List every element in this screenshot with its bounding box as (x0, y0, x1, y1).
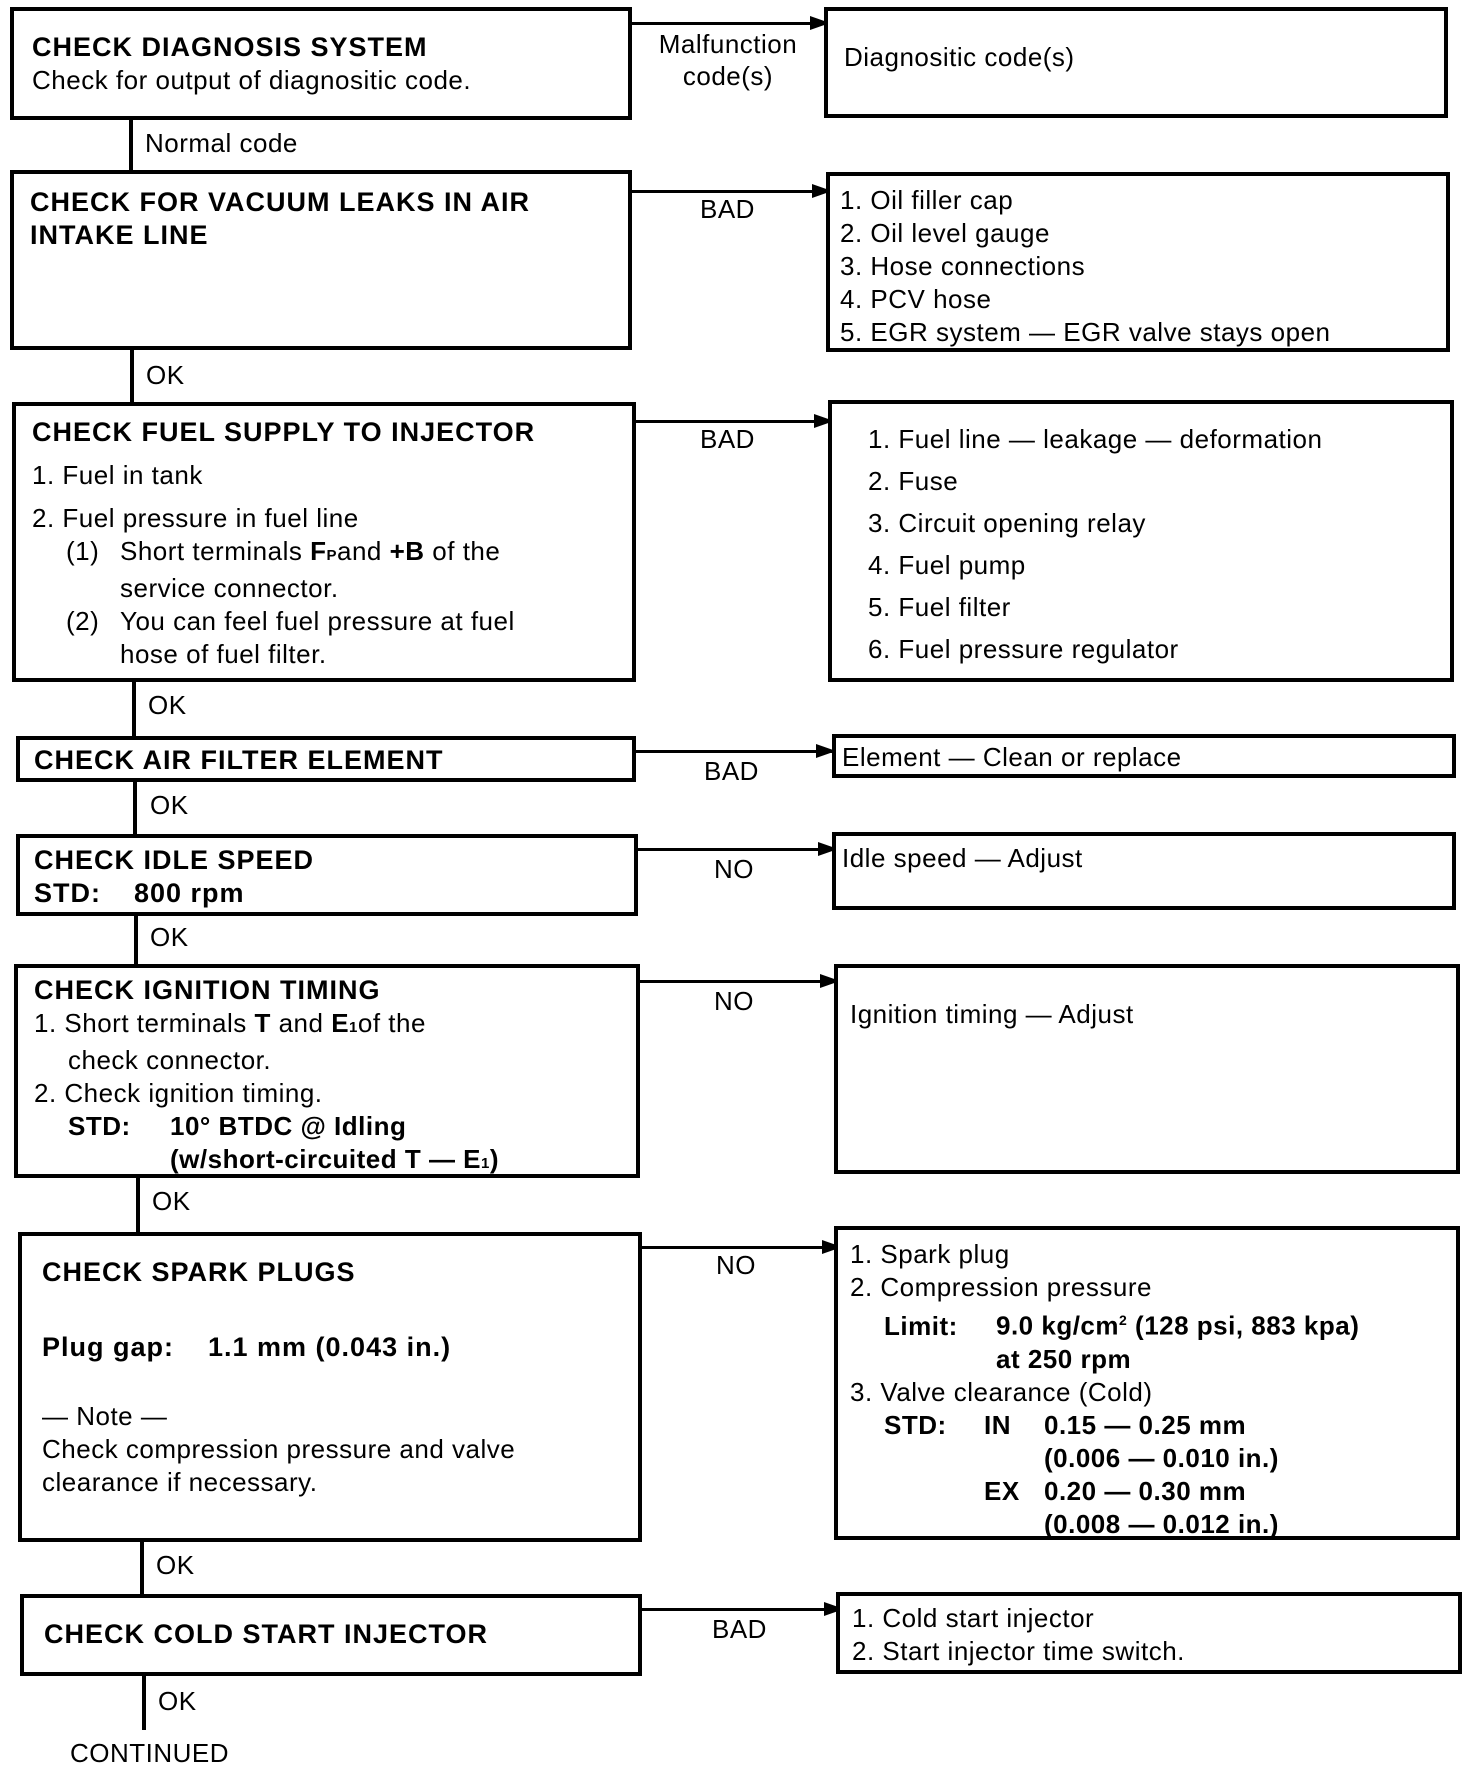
step6-item1-line2: check connector. (68, 1045, 272, 1075)
step1-title: CHECK DIAGNOSIS SYSTEM (32, 32, 428, 62)
step1-next-label: Normal code (145, 128, 298, 158)
step5-box (16, 834, 638, 916)
step5-title: CHECK IDLE SPEED (34, 845, 315, 875)
step3-result-2: 2. Fuse (868, 466, 959, 496)
step7-ex (850, 1475, 1456, 1508)
step2-next-line (130, 350, 134, 402)
step3-branch-label: BAD (700, 424, 755, 454)
step3-sub1-fp-sub: P (326, 547, 337, 564)
step7-std-label: STD: (884, 1409, 947, 1440)
step3-result-3: 3. Circuit opening relay (868, 508, 1146, 538)
step3-sub1-a: Short terminals (120, 536, 311, 566)
step5-result: Idle speed — Adjust (842, 843, 1083, 873)
step6-branch-label: NO (714, 986, 754, 1016)
step5-std-value: 800 rpm (134, 878, 245, 908)
step4-branch-label: BAD (704, 756, 759, 786)
step6-box (14, 964, 640, 1178)
step6-next-label: OK (152, 1186, 191, 1216)
step8-branch-label: BAD (712, 1614, 767, 1644)
step8-branch-line (642, 1608, 838, 1611)
step3-sub1-plusb: +B (389, 536, 425, 566)
step3-next-line (132, 682, 136, 736)
step2-title-line1: CHECK FOR VACUUM LEAKS IN AIR (30, 187, 530, 217)
step1-branch-label-line1: Malfunction (658, 29, 798, 59)
step3-sub1-c: of the (424, 536, 501, 566)
step7-next-label: OK (156, 1550, 195, 1580)
step2-result-3: 3. Hose connections (840, 251, 1086, 281)
step2-next-label: OK (146, 360, 185, 390)
step1-branch-label-line2: code(s) (682, 61, 774, 91)
step4-next-line (133, 782, 137, 834)
step8-result-box (836, 1592, 1462, 1674)
step3-result-5: 5. Fuel filter (868, 592, 1011, 622)
continued-label: CONTINUED (70, 1738, 230, 1768)
step7-in-value2: (0.006 — 0.010 in.) (1044, 1442, 1279, 1473)
step6-std-label: STD: (68, 1111, 131, 1141)
step3-sub2-line1: You can feel fuel pressure at fuel (120, 606, 515, 636)
step7-r1: 1. Spark plug (850, 1239, 1010, 1269)
step6-result-box (834, 964, 1460, 1174)
step7-ex-value2: (0.008 — 0.012 in.) (1044, 1508, 1279, 1539)
step8-result-1: 1. Cold start injector (852, 1603, 1095, 1633)
step3-sub1-num: (1) (66, 536, 100, 566)
step2-branch-line (632, 190, 824, 193)
step6-std (34, 1110, 636, 1143)
step4-next-label: OK (150, 790, 189, 820)
step7-limit-line2: at 250 rpm (996, 1343, 1132, 1374)
step6-item1-e-sub: 1 (349, 1019, 358, 1036)
step7-note-head: — Note — (42, 1401, 168, 1431)
step1-branch-label (648, 28, 808, 92)
step3-sub2-num: (2) (66, 606, 100, 636)
step5-std (34, 877, 634, 910)
step5-next-line (134, 916, 138, 966)
step1-box (10, 7, 632, 120)
step7-ex-label: EX (984, 1475, 1020, 1506)
step7-limit-value-a: 9.0 kg/cm (996, 1310, 1120, 1341)
step3-item2: 2. Fuel pressure in fuel line (32, 503, 359, 533)
step3-box (12, 402, 636, 682)
step3-item1: 1. Fuel in tank (32, 460, 203, 490)
step2-result-4: 4. PCV hose (840, 284, 992, 314)
step4-result-box (832, 734, 1456, 778)
step7-branch-line (642, 1246, 834, 1249)
step7-limit-label: Limit: (884, 1310, 958, 1341)
step6-std-value: 10° BTDC @ Idling (170, 1111, 407, 1141)
step7-note-line2: clearance if necessary. (42, 1467, 318, 1497)
step1-result-box (824, 7, 1448, 118)
step6-std-note-sub: 1 (481, 1155, 490, 1172)
step6-std-note-b: ) (489, 1144, 500, 1174)
step8-result-2: 2. Start injector time switch. (852, 1636, 1185, 1666)
step7-limit (850, 1304, 1456, 1343)
step7-in-value: 0.15 — 0.25 mm (1044, 1409, 1247, 1440)
step7-gap-label: Plug gap: (42, 1332, 174, 1362)
step1-branch-line (632, 22, 818, 25)
step3-result-4: 4. Fuel pump (868, 550, 1026, 580)
step3-result-6: 6. Fuel pressure regulator (868, 634, 1179, 664)
step6-item2: 2. Check ignition timing. (34, 1078, 323, 1108)
step8-box (20, 1594, 642, 1676)
step3-title: CHECK FUEL SUPPLY TO INJECTOR (32, 417, 536, 447)
step3-sub1-fp: F (310, 536, 327, 566)
step5-std-label: STD: (34, 878, 101, 908)
step2-result-2: 2. Oil level gauge (840, 218, 1050, 248)
step6-result: Ignition timing — Adjust (850, 999, 1134, 1029)
step6-branch-line (640, 980, 834, 983)
step2-box (10, 170, 632, 350)
step5-next-label: OK (150, 922, 189, 952)
step7-in (850, 1409, 1456, 1442)
step2-result-5: 5. EGR system — EGR valve stays open (840, 317, 1331, 347)
step7-gap-value: 1.1 mm (0.043 in.) (208, 1332, 452, 1362)
step2-result-box (826, 172, 1450, 352)
step1-next-line (129, 120, 133, 170)
step7-next-line (140, 1542, 144, 1594)
step7-gap (42, 1331, 638, 1364)
step5-branch-line (638, 848, 832, 851)
step6-next-line (136, 1178, 140, 1232)
step6-item1 (34, 1007, 636, 1044)
step7-limit-value-b: (128 psi, 883 kpa) (1127, 1310, 1360, 1341)
step8-next-label: OK (158, 1686, 197, 1716)
step3-sub1 (32, 535, 632, 572)
step7-branch-label: NO (716, 1250, 756, 1280)
step4-branch-line (636, 750, 832, 753)
step3-result-1: 1. Fuel line — leakage — deformation (868, 424, 1323, 454)
step6-item1-a: 1. Short terminals (34, 1008, 255, 1038)
step8-next-line (142, 1676, 146, 1730)
step3-result-box (828, 400, 1454, 682)
step7-title: CHECK SPARK PLUGS (42, 1257, 356, 1287)
step1-line1: Check for output of diagnositic code. (32, 65, 472, 95)
step2-branch-label: BAD (700, 194, 755, 224)
step4-title: CHECK AIR FILTER ELEMENT (34, 745, 444, 775)
step3-next-label: OK (148, 690, 187, 720)
step6-item1-e: E (331, 1008, 350, 1038)
step4-result: Element — Clean or replace (842, 742, 1182, 772)
step7-r3: 3. Valve clearance (Cold) (850, 1376, 1153, 1407)
step6-item1-b: and (270, 1008, 332, 1038)
step5-result-box (832, 832, 1456, 910)
step4-box (16, 736, 636, 782)
step6-item1-c: of the (357, 1008, 426, 1038)
step7-r2: 2. Compression pressure (850, 1272, 1152, 1302)
step1-result: Diagnositic code(s) (844, 42, 1075, 72)
step7-note-line1: Check compression pressure and valve (42, 1434, 516, 1464)
step7-result-box (834, 1226, 1460, 1540)
step6-std-note (34, 1143, 636, 1180)
step6-std-note-a: (w/short-circuited T — E (170, 1144, 482, 1174)
step5-branch-label: NO (714, 854, 754, 884)
step2-result-1: 1. Oil filler cap (840, 185, 1014, 215)
step3-sub2 (32, 605, 632, 638)
step2-title-line2: INTAKE LINE (30, 220, 209, 250)
step3-sub1-line2: service connector. (120, 573, 339, 603)
step3-sub1-b: and (336, 536, 390, 566)
step6-title: CHECK IGNITION TIMING (34, 975, 381, 1005)
step6-item1-t: T (254, 1008, 271, 1038)
step3-branch-line (636, 420, 826, 423)
step7-box (18, 1232, 642, 1542)
step3-sub2-line2: hose of fuel filter. (120, 639, 327, 669)
step7-in-label: IN (984, 1409, 1011, 1440)
step7-limit-value-sup: 2 (1119, 1312, 1128, 1328)
step7-ex-value: 0.20 — 0.30 mm (1044, 1475, 1247, 1506)
step8-title: CHECK COLD START INJECTOR (44, 1619, 489, 1649)
